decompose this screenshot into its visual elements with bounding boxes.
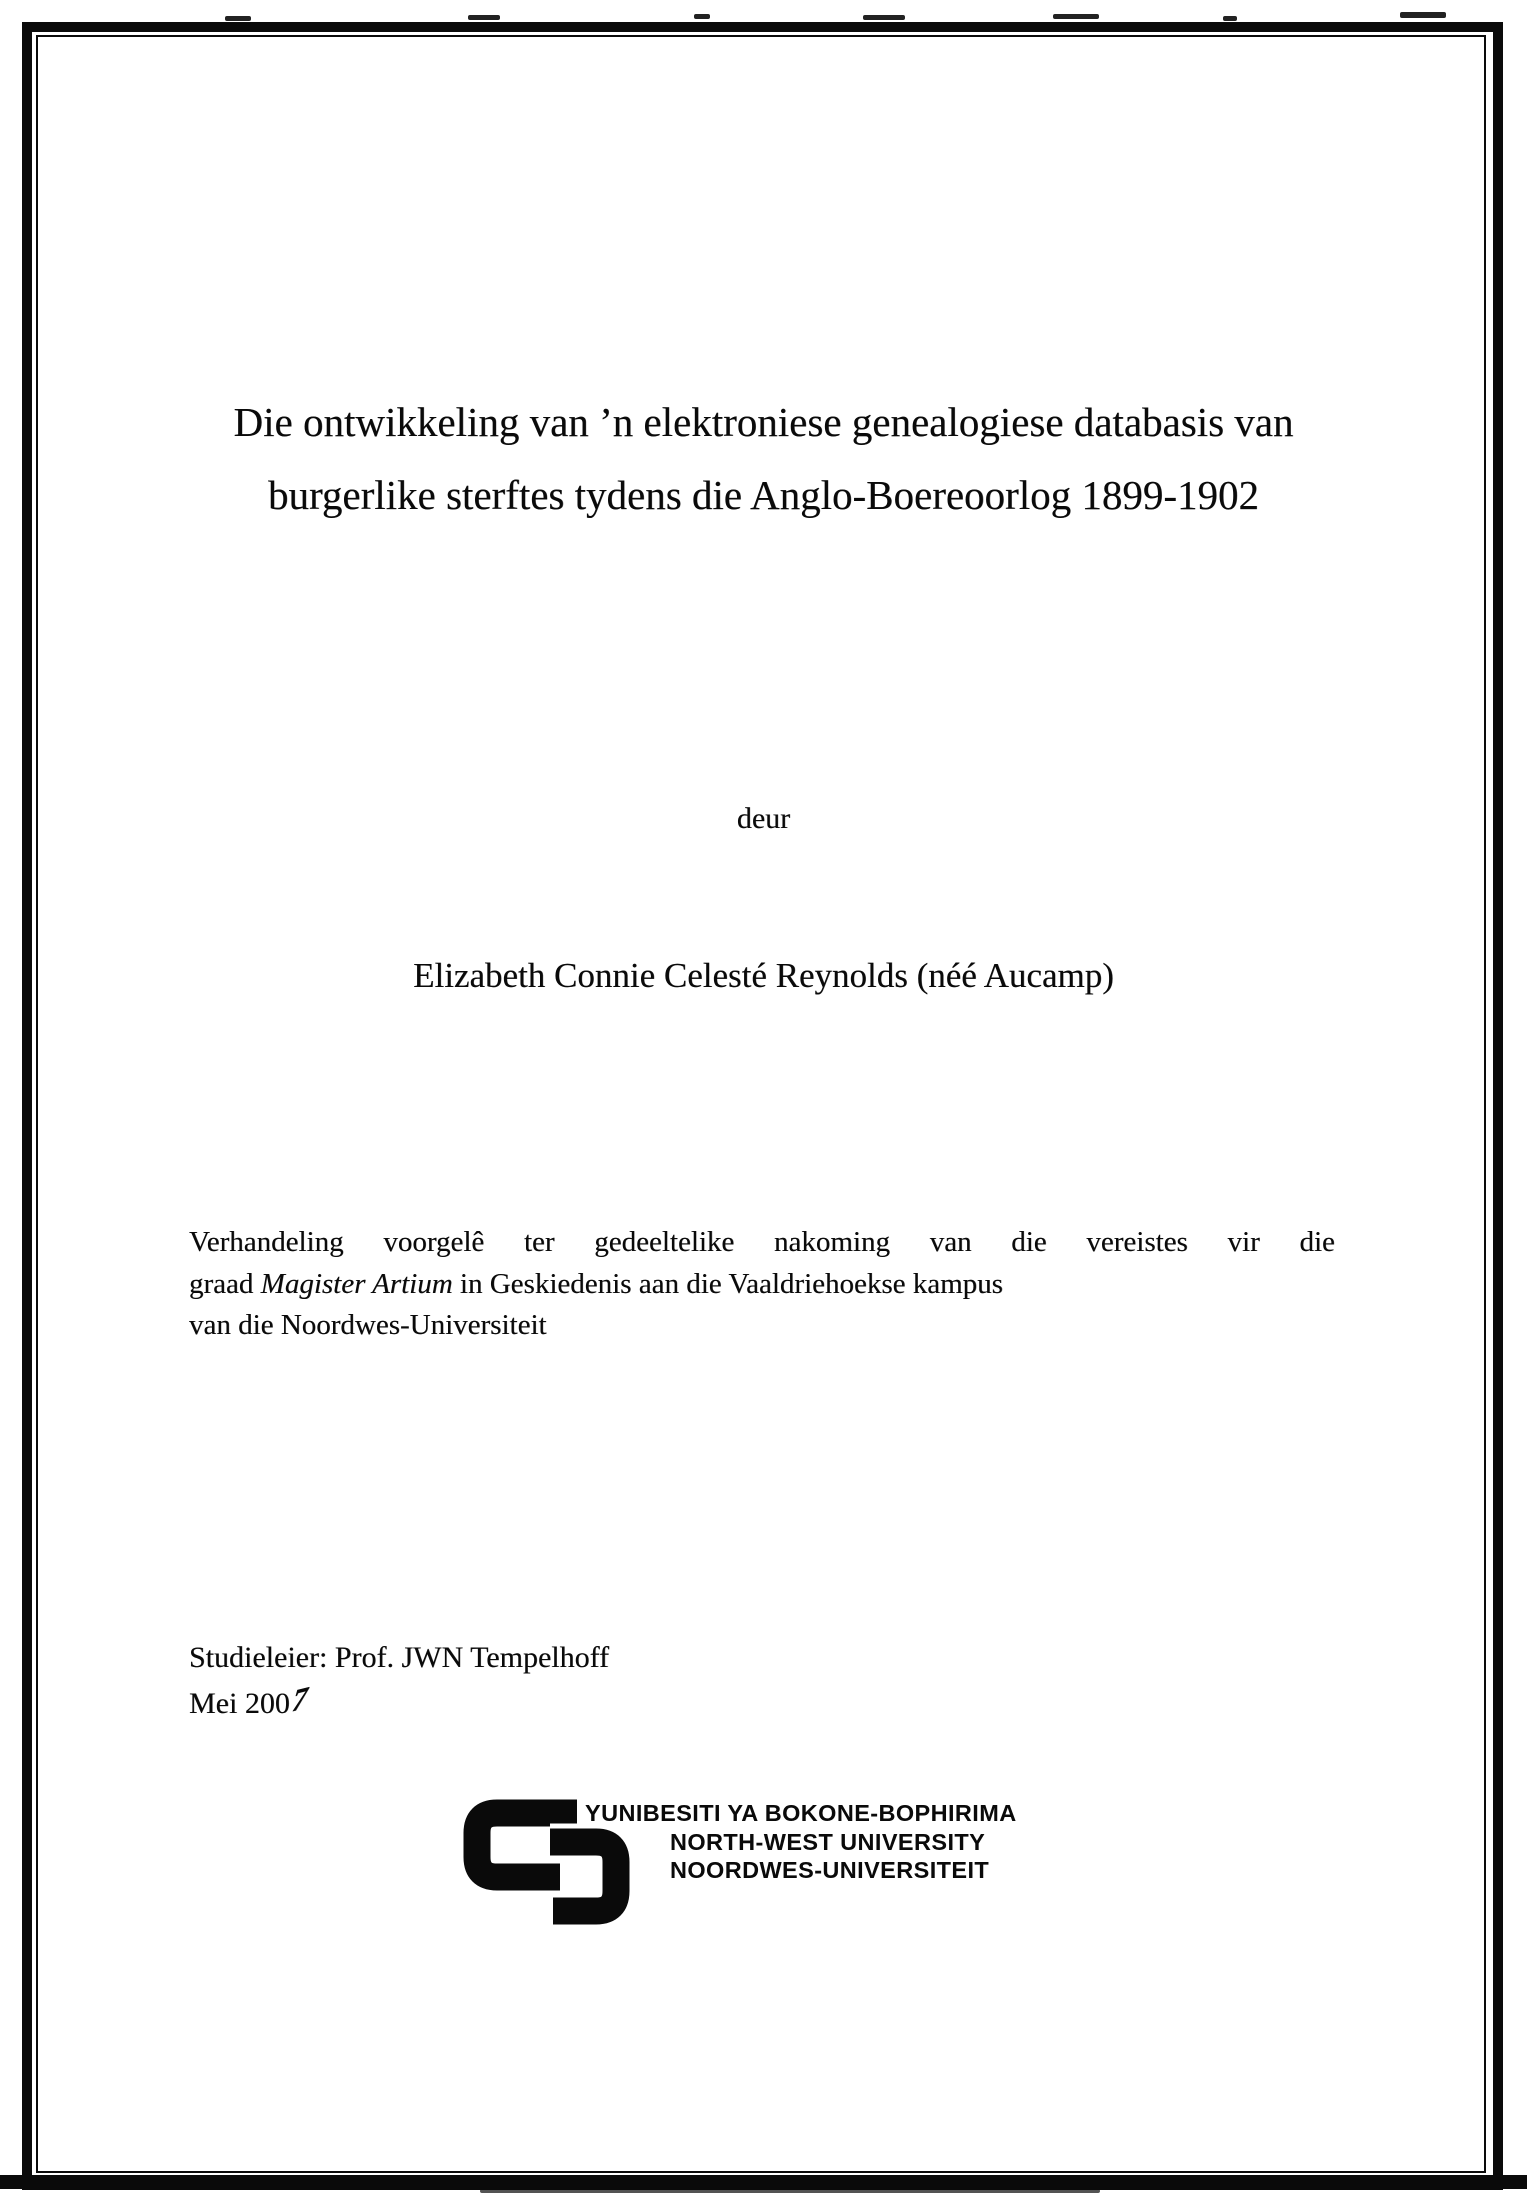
nwu-logo-line3: NOORDWES-UNIVERSITEIT	[670, 1857, 990, 1883]
degree-name: Magister Artium	[260, 1267, 453, 1300]
thesis-title-line2: burgerlike sterftes tydens die Anglo-Boereoorlog 1899-1902	[267, 472, 1259, 518]
thesis-title-line1: Die ontwikkeling van ’n elektroniese genealogiese databasis van	[233, 399, 1294, 445]
scan-artifact	[468, 15, 500, 20]
submission-line1-word: vereistes	[1086, 1226, 1188, 1258]
scan-bottom-bleed	[0, 2175, 1527, 2189]
nwu-logo-wordmark	[585, 1799, 1017, 1885]
scan-artifact	[1400, 12, 1446, 18]
submission-line1-word: Verhandeling	[189, 1226, 344, 1258]
scan-artifact	[1053, 14, 1099, 19]
submission-line1-word: gedeeltelike	[594, 1226, 735, 1258]
submission-line1-word: ter	[523, 1226, 555, 1258]
nwu-logo-line1: YUNIBESITI YA BOKONE-BOPHIRIMA	[585, 1800, 1017, 1826]
date-line	[189, 1679, 313, 1721]
scan-artifact	[225, 16, 251, 21]
submission-line1-word: die	[1299, 1226, 1335, 1258]
date-last-digit: 7	[286, 1679, 313, 1720]
submission-line1	[189, 1222, 1335, 1264]
scan-artifact	[1223, 16, 1237, 21]
submission-line2-suffix: in Geskiedenis aan die Vaaldriehoekse kampus	[452, 1267, 1003, 1300]
nwu-logo-line2: NORTH-WEST UNIVERSITY	[670, 1828, 986, 1855]
submission-line1-word: van	[929, 1226, 972, 1258]
submission-line2-prefix: graad	[189, 1267, 261, 1300]
submission-line1-word: vir	[1227, 1226, 1260, 1258]
submission-statement	[189, 1222, 1335, 1347]
submission-line2	[189, 1264, 1335, 1306]
scan-artifact	[863, 15, 905, 20]
submission-line1-word: voorgelê	[383, 1226, 485, 1258]
supervisor-line: Studieleier: Prof. JWN Tempelhoff	[189, 1641, 610, 1674]
author-name: Elizabeth Connie Celesté Reynolds (néé Aucamp)	[413, 956, 1114, 995]
submission-line3: van die Noordwes-Universiteit	[189, 1309, 547, 1341]
date-prefix: Mei 200	[189, 1687, 290, 1720]
byline: deur	[736, 802, 791, 835]
submission-line1-word: nakoming	[774, 1226, 890, 1258]
scan-artifact	[694, 14, 710, 19]
submission-line1-word: die	[1011, 1226, 1047, 1258]
